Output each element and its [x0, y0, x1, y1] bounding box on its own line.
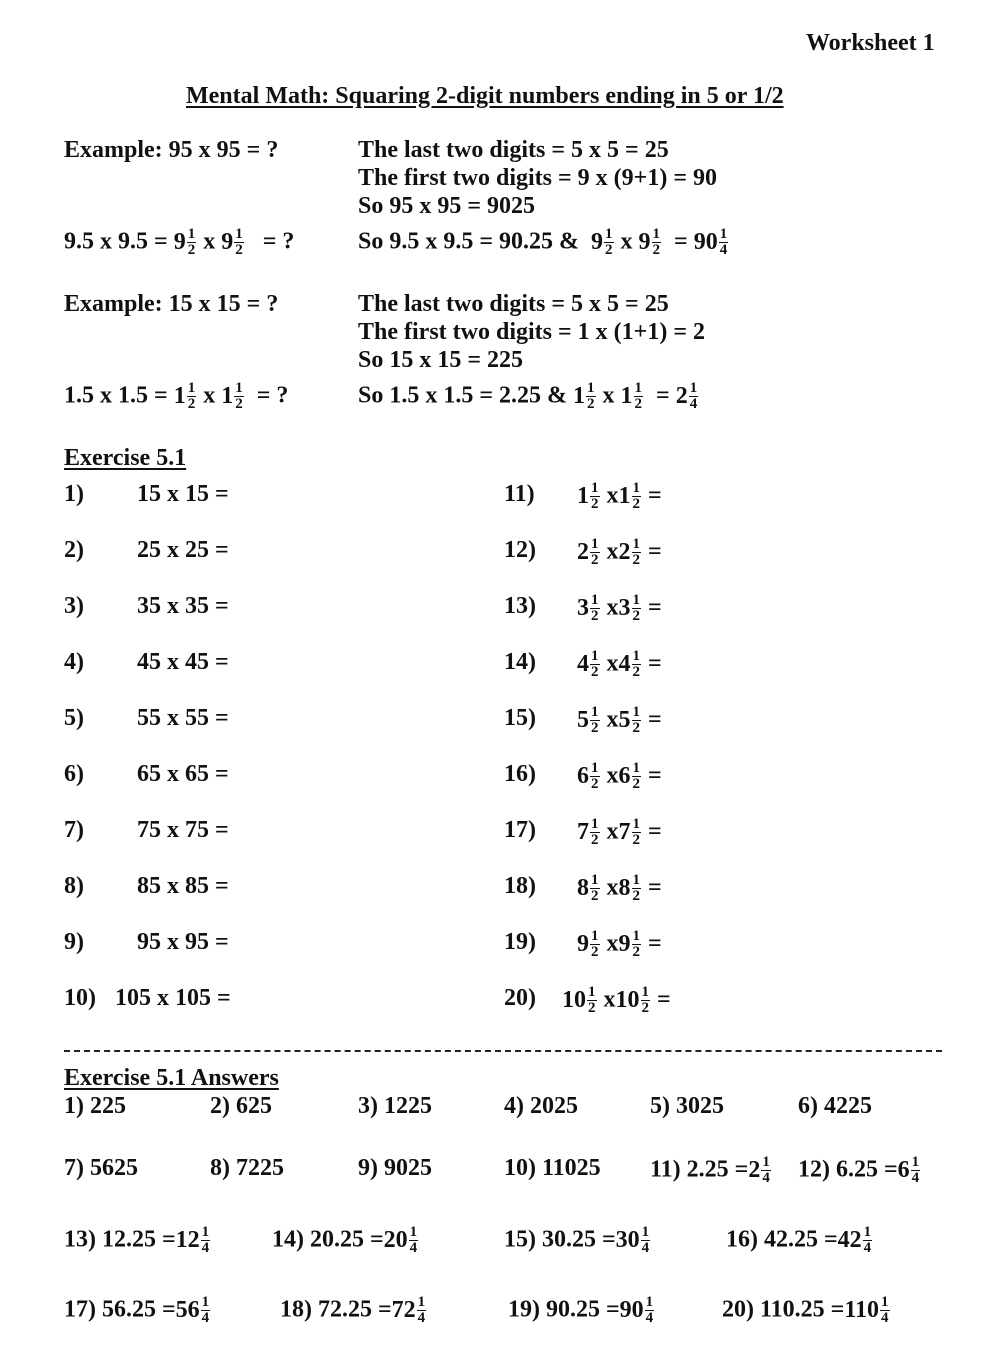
mixed-number: 6 $\frac{1}{2}$ — [577, 760, 599, 792]
mixed-number: 4 $\frac{1}{2}$ — [577, 648, 599, 680]
exercise-item-expression: 35 x 35 = — [137, 593, 229, 619]
exercise-item-number: 1) — [64, 481, 84, 507]
example-1-line-1: The last two digits = 5 x 5 = 25 — [358, 137, 669, 163]
mixed-number: 72 $\frac{1}{4}$ — [391, 1294, 426, 1326]
mixed-number: 7 $\frac{1}{2}$ — [577, 816, 599, 848]
exercise-item-number: 11) — [504, 481, 535, 507]
exercise-item-number: 5) — [64, 705, 84, 731]
exercise-item-number: 9) — [64, 929, 84, 955]
example-1-label: Example: 95 x 95 = ? — [64, 137, 279, 163]
mixed-number: 6 $\frac{1}{4}$ — [897, 1154, 920, 1186]
exercise-item-number: 10) — [64, 985, 96, 1011]
example-1-decimal-answer: So 9.5 x 9.5 = 90.25 & 9 $\frac{1}{2}$ x 9 $\frac{1}{2}$ = 90 $\frac{1}{4}$ — [358, 226, 728, 258]
answer-item: 16) 42.25 = 42 $\frac{1}{4}$ — [726, 1224, 872, 1256]
exercise-item-expression: 6 $\frac{1}{2}$ x 6 $\frac{1}{2}$ = — [577, 760, 662, 792]
exercise-item-expression: 3 $\frac{1}{2}$ x 3 $\frac{1}{2}$ = — [577, 592, 662, 624]
mixed-number: 5 $\frac{1}{2}$ — [577, 704, 599, 736]
mixed-number: 1 $\frac{1}{2}$ — [618, 480, 640, 512]
mixed-number: 6 $\frac{1}{2}$ — [618, 760, 640, 792]
exercise-item-number: 6) — [64, 761, 84, 787]
example-1-line-3: So 95 x 95 = 9025 — [358, 193, 536, 219]
mixed-number: 3 $\frac{1}{2}$ — [577, 592, 599, 624]
answer-item: 19) 90.25 = 90 $\frac{1}{4}$ — [508, 1294, 654, 1326]
answer-item: 13) 12.25 = 12 $\frac{1}{4}$ — [64, 1224, 210, 1256]
example-2-line-3: So 15 x 15 = 225 — [358, 347, 524, 373]
exercise-item-number: 8) — [64, 873, 84, 899]
mixed-number: 9 $\frac{1}{2}$ — [173, 226, 196, 258]
mixed-number: 1 $\frac{1}{2}$ — [577, 480, 599, 512]
mixed-number: 2 $\frac{1}{2}$ — [577, 536, 599, 568]
answer-item: 7) 5625 — [64, 1155, 138, 1181]
mixed-number: 42 $\frac{1}{4}$ — [837, 1224, 872, 1256]
mixed-number: 8 $\frac{1}{2}$ — [577, 872, 599, 904]
answer-item: 6) 4225 — [798, 1093, 872, 1119]
answer-item: 20) 110.25 = 110 $\frac{1}{4}$ — [722, 1294, 889, 1326]
example-1-line-2: The first two digits = 9 x (9+1) = 90 — [358, 165, 718, 191]
exercise-item-number: 3) — [64, 593, 84, 619]
mixed-number: 56 $\frac{1}{4}$ — [175, 1294, 210, 1326]
mixed-number: 2 $\frac{1}{4}$ — [748, 1154, 770, 1186]
example-1-decimal-equation: 9.5 x 9.5 = 9 $\frac{1}{2}$ x 9 $\frac{1}{2}$ = ? — [64, 226, 295, 258]
exercise-item-number: 2) — [64, 537, 84, 563]
answer-item: 14) 20.25 = 20 $\frac{1}{4}$ — [272, 1224, 418, 1256]
exercise-item-number: 20) — [504, 985, 536, 1011]
mixed-number: 30 $\frac{1}{4}$ — [615, 1224, 650, 1256]
mixed-number: 9 $\frac{1}{2}$ — [221, 226, 243, 258]
example-2-line-1: The last two digits = 5 x 5 = 25 — [358, 291, 669, 317]
exercise-item-expression: 25 x 25 = — [137, 537, 229, 563]
answer-item: 15) 30.25 = 30 $\frac{1}{4}$ — [504, 1224, 650, 1256]
mixed-number: 10 $\frac{1}{2}$ — [562, 984, 596, 1016]
answers-heading: Exercise 5.1 Answers — [64, 1065, 279, 1091]
exercise-item-expression: 15 x 15 = — [137, 481, 229, 507]
example-2-line-2: The first two digits = 1 x (1+1) = 2 — [358, 319, 706, 345]
exercise-item-expression: 85 x 85 = — [137, 873, 229, 899]
mixed-number: 3 $\frac{1}{2}$ — [618, 592, 640, 624]
mixed-number: 5 $\frac{1}{2}$ — [618, 704, 640, 736]
exercise-item-number: 16) — [504, 761, 536, 787]
mixed-number: 7 $\frac{1}{2}$ — [618, 816, 640, 848]
mixed-number: 9 $\frac{1}{2}$ — [618, 928, 640, 960]
answer-item: 10) 11025 — [504, 1155, 601, 1181]
worksheet-label: Worksheet 1 — [806, 30, 935, 56]
answer-item: 4) 2025 — [504, 1093, 578, 1119]
answer-item: 2) 625 — [210, 1093, 272, 1119]
mixed-number: 2 $\frac{1}{2}$ — [618, 536, 640, 568]
mixed-number: 9 $\frac{1}{2}$ — [577, 928, 599, 960]
exercise-item-expression: 9 $\frac{1}{2}$ x 9 $\frac{1}{2}$ = — [577, 928, 662, 960]
exercise-item-expression: 1 $\frac{1}{2}$ x 1 $\frac{1}{2}$ = — [577, 480, 662, 512]
mixed-number: 20 $\frac{1}{4}$ — [383, 1224, 418, 1256]
answer-item: 8) 7225 — [210, 1155, 284, 1181]
divider — [64, 1050, 942, 1052]
mixed-number: 90 $\frac{1}{4}$ — [619, 1294, 654, 1326]
example-2-label: Example: 15 x 15 = ? — [64, 291, 279, 317]
exercise-item-number: 7) — [64, 817, 84, 843]
page-title: Mental Math: Squaring 2-digit numbers ending in 5 or 1/2 — [186, 83, 784, 109]
exercise-item-expression: 95 x 95 = — [137, 929, 229, 955]
exercise-item-number: 19) — [504, 929, 536, 955]
exercise-item-expression: 105 x 105 = — [115, 985, 231, 1011]
mixed-number: 8 $\frac{1}{2}$ — [618, 872, 640, 904]
exercise-item-number: 15) — [504, 705, 536, 731]
exercise-item-expression: 65 x 65 = — [137, 761, 229, 787]
exercise-item-expression: 75 x 75 = — [137, 817, 229, 843]
mixed-number: 12 $\frac{1}{4}$ — [175, 1224, 210, 1256]
answer-item: 18) 72.25 = 72 $\frac{1}{4}$ — [280, 1294, 426, 1326]
answer-item: 17) 56.25 = 56 $\frac{1}{4}$ — [64, 1294, 210, 1326]
exercise-item-expression: 4 $\frac{1}{2}$ x 4 $\frac{1}{2}$ = — [577, 648, 662, 680]
answer-item: 12) 6.25 = 6 $\frac{1}{4}$ — [798, 1154, 920, 1186]
exercise-item-number: 12) — [504, 537, 536, 563]
example-2-decimal-equation: 1.5 x 1.5 = 1 $\frac{1}{2}$ x 1 $\frac{1}{2}$ = ? — [64, 380, 289, 412]
exercise-heading: Exercise 5.1 — [64, 445, 187, 471]
exercise-item-expression: 5 $\frac{1}{2}$ x 5 $\frac{1}{2}$ = — [577, 704, 662, 736]
answer-item: 11) 2.25 = 2 $\frac{1}{4}$ — [650, 1154, 770, 1186]
answer-item: 1) 225 — [64, 1093, 126, 1119]
exercise-item-number: 4) — [64, 649, 84, 675]
answer-item: 9) 9025 — [358, 1155, 432, 1181]
exercise-item-expression: 2 $\frac{1}{2}$ x 2 $\frac{1}{2}$ = — [577, 536, 662, 568]
exercise-item-expression: 45 x 45 = — [137, 649, 229, 675]
mixed-number: 10 $\frac{1}{2}$ — [615, 984, 649, 1016]
answer-item: 3) 1225 — [358, 1093, 432, 1119]
exercise-item-expression: 10 $\frac{1}{2}$ x 10 $\frac{1}{2}$ = — [562, 984, 671, 1016]
example-2-decimal-answer: So 1.5 x 1.5 = 2.25 & 1 $\frac{1}{2}$ x 1 $\frac{1}{2}$ = 2 $\frac{1}{4}$ — [358, 380, 698, 412]
exercise-item-number: 13) — [504, 593, 536, 619]
exercise-item-number: 14) — [504, 649, 536, 675]
decimal-expression: 9.5 x 9.5 = — [64, 228, 168, 255]
exercise-item-number: 17) — [504, 817, 536, 843]
exercise-item-number: 18) — [504, 873, 536, 899]
answer-item: 5) 3025 — [650, 1093, 724, 1119]
mixed-number: 110 $\frac{1}{4}$ — [844, 1294, 889, 1326]
exercise-item-expression: 8 $\frac{1}{2}$ x 8 $\frac{1}{2}$ = — [577, 872, 662, 904]
exercise-item-expression: 55 x 55 = — [137, 705, 229, 731]
mixed-number-result: 90 $\frac{1}{4}$ — [693, 226, 728, 258]
mixed-number: 4 $\frac{1}{2}$ — [618, 648, 640, 680]
exercise-item-expression: 7 $\frac{1}{2}$ x 7 $\frac{1}{2}$ = — [577, 816, 662, 848]
